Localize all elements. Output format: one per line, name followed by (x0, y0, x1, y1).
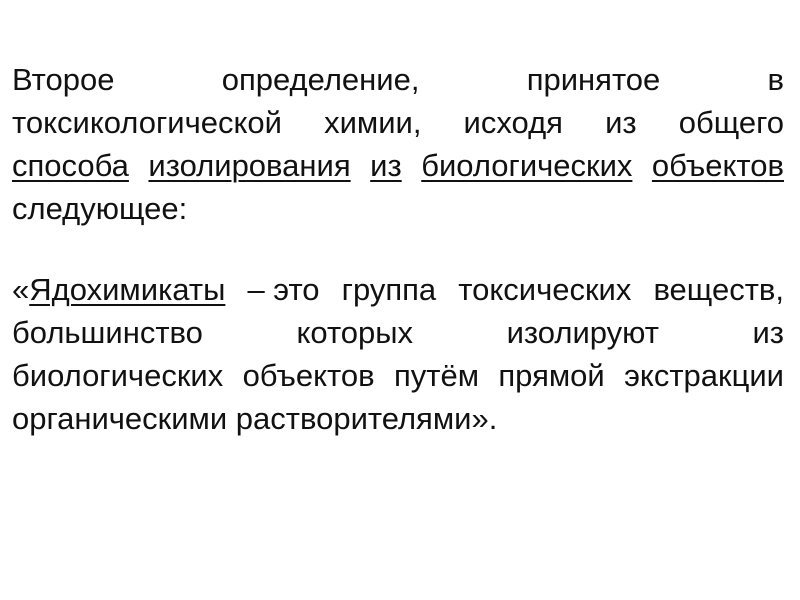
word: из (752, 315, 784, 350)
word: изолируют (506, 315, 659, 350)
text-line-4: следующее: (12, 191, 188, 226)
word: в (767, 62, 784, 97)
word: объектов (242, 358, 375, 393)
text-line-4: органическими растворителями». (12, 401, 498, 436)
text-line-3 (12, 354, 784, 397)
word: – это (247, 272, 320, 307)
text-line-1 (12, 58, 784, 101)
word: из (605, 105, 637, 140)
word: способа (12, 148, 129, 183)
word: прямой (498, 358, 605, 393)
term-underlined: Ядохимикаты (29, 272, 226, 307)
word: определение, (221, 62, 420, 97)
word: путём (393, 358, 480, 393)
word: общего (678, 105, 784, 140)
word: химии, (324, 105, 422, 140)
term-group (12, 268, 225, 311)
underlined-line (12, 144, 784, 187)
quote-paragraph (12, 268, 784, 440)
text-line-2 (12, 101, 784, 144)
word: токсических (458, 272, 632, 307)
open-quote: « (12, 272, 30, 307)
word: изолирования (148, 148, 351, 183)
definition-paragraph (12, 58, 784, 230)
text-line-2 (12, 311, 784, 354)
word: экстракции (624, 358, 784, 393)
word: объектов (651, 148, 784, 183)
word: большинство (12, 315, 203, 350)
word: токсикологической (12, 105, 282, 140)
word: исходя (463, 105, 563, 140)
word: биологических (421, 148, 633, 183)
word: которых (296, 315, 414, 350)
text-line-1 (12, 268, 784, 311)
word: веществ, (653, 272, 784, 307)
word: из (370, 148, 402, 183)
word: биологических (12, 358, 224, 393)
word: принятое (526, 62, 661, 97)
word: группа (341, 272, 437, 307)
word: Второе (12, 62, 115, 97)
